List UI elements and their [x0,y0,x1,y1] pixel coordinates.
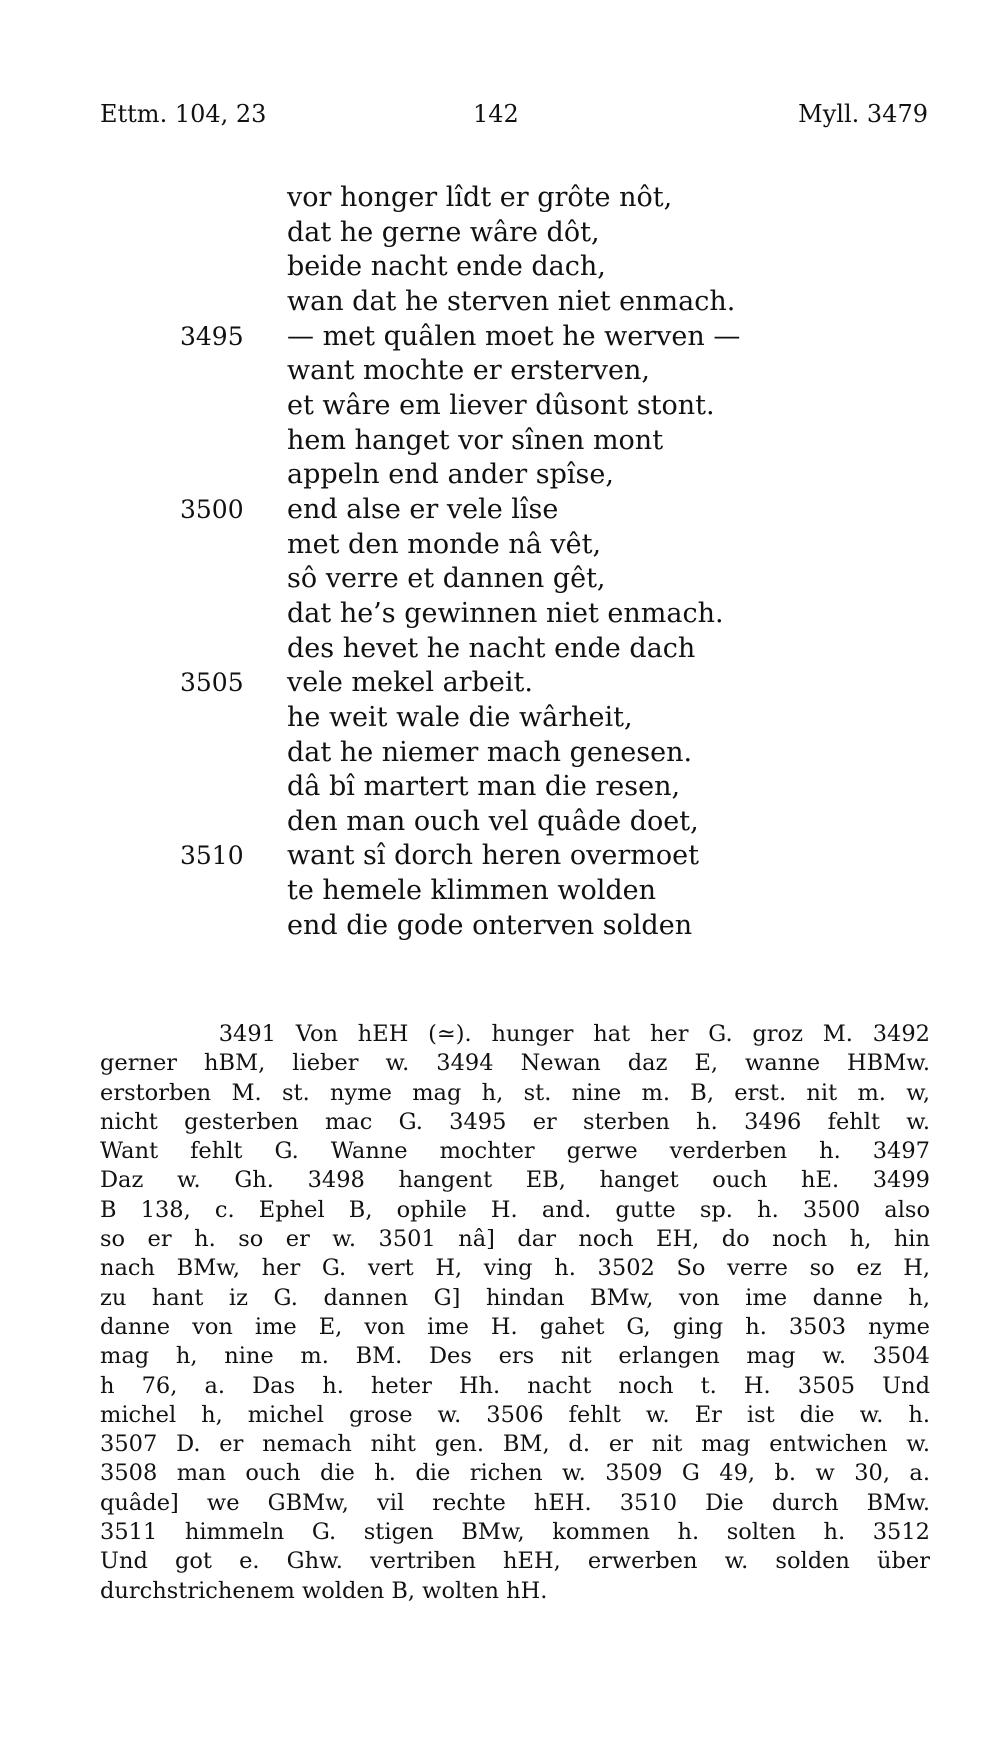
line-text: sô verre et dannen gêt, [287,563,606,595]
verse-line [0,666,1000,701]
verse-line [0,320,1000,355]
verse-line [0,181,1000,216]
page-number: 142 [473,100,519,128]
line-text: dâ bî martert man die resen, [287,771,681,803]
line-text: dat he niemer mach genesen. [287,736,693,768]
verse-line [0,909,1000,944]
apparatus-line: h 76, a. Das h. heter Hh. nacht noch t. H. 3505 Und [100,1372,930,1399]
apparatus-line: danne von ime E, von ime H. gahet G, ging h. 3503 nyme [100,1313,930,1340]
line-number: 3495 [180,321,244,351]
verse-line [0,736,1000,771]
line-text: vor honger lîdt er grôte nôt, [287,182,673,213]
verse-line [0,285,1000,320]
verse-line [0,216,1000,251]
verse-line [0,424,1000,459]
apparatus-line: quâde] we GBMw, vil rechte hEH. 3510 Die durch BMw. [100,1489,930,1516]
verse-line [0,354,1000,389]
line-text: beide nacht ende dach, [287,251,606,283]
verse-line [0,805,1000,840]
apparatus-line: nach BMw, her G. vert H, ving h. 3502 So verre so ez H, [100,1255,930,1282]
line-text: want sî dorch heren overmoet [287,840,699,872]
line-text: dat he gerne wâre dôt, [287,216,600,248]
verse-line [0,562,1000,597]
line-text: — met quâlen moet he werven — [287,320,741,352]
page-header [0,100,1000,140]
verse-line [0,874,1000,909]
line-number: 3510 [180,841,244,871]
line-text: te hemele klimmen wolden [287,875,656,907]
line-text: met den monde nâ vêt, [287,528,602,560]
apparatus-line: 3511 himmeln G. stigen BMw, kommen h. solten h. 3512 [100,1519,930,1546]
verse-line [0,839,1000,874]
verse-line [0,389,1000,424]
line-text: end alse er vele lîse [287,493,559,525]
critical-apparatus [100,1020,930,1606]
verse-line [0,528,1000,563]
verse-line [0,597,1000,632]
line-number: 3505 [180,668,244,698]
apparatus-line: zu hant iz G. dannen G] hindan BMw, von ime danne h, [100,1284,930,1311]
verse-line [0,632,1000,667]
line-number: 3500 [180,494,244,524]
apparatus-line: 3491 Von hEH (≃). hunger hat her G. groz M. 3492 [100,1021,930,1047]
header-right-reference: Myll. 3479 [798,100,928,128]
line-text: den man ouch vel quâde doet, [287,805,699,837]
apparatus-line: mag h, nine m. BM. Des ers nit erlangen mag w. 3504 [100,1343,930,1370]
line-text: he weit wale die wârheit, [287,701,633,733]
header-left-reference: Ettm. 104, 23 [100,100,267,128]
apparatus-line: nicht gesterben mac G. 3495 er sterben h. 3496 fehlt w. [100,1108,930,1135]
apparatus-line: Want fehlt G. Wanne mochter gerwe verderben h. 3497 [100,1138,930,1165]
line-text: des hevet he nacht ende dach [287,632,696,664]
apparatus-line: B 138, c. Ephel B, ophile H. and. gutte sp. h. 3500 also [100,1196,930,1223]
verse-line [0,493,1000,528]
line-text: et wâre em liever dûsont stont. [287,389,715,421]
apparatus-line: Daz w. Gh. 3498 hangent EB, hanget ouch hE. 3499 [100,1167,930,1194]
line-text: dat he’s gewinnen niet enmach. [287,597,724,629]
apparatus-line: michel h, michel grose w. 3506 fehlt w. Er ist die w. h. [100,1401,930,1428]
verse-line [0,458,1000,493]
apparatus-line: so er h. so er w. 3501 nâ] dar noch EH, do noch h, hin [100,1226,930,1253]
apparatus-line: durchstrichenem wolden B, wolten hH. [100,1577,548,1604]
line-text: appeln end ander spîse, [287,459,614,491]
apparatus-line: gerner hBM, lieber w. 3494 Newan daz E, wanne HBMw. [100,1050,930,1077]
verse-text [0,181,1000,943]
apparatus-line: 3507 D. er nemach niht gen. BM, d. er nit mag entwichen w. [100,1431,930,1458]
apparatus-line: 3508 man ouch die h. die richen w. 3509 G 49, b. w 30, a. [100,1460,930,1487]
verse-line [0,250,1000,285]
line-text: want mochte er ersterven, [287,355,650,387]
apparatus-line: erstorben M. st. nyme mag h, st. nine m. B, erst. nit m. w, [100,1079,930,1106]
line-text: wan dat he sterven niet enmach. [287,285,736,317]
apparatus-line: Und got e. Ghw. vertriben hEH, erwerben w. solden über [100,1548,930,1575]
verse-line [0,701,1000,736]
line-text: end die gode onterven solden [287,909,693,941]
verse-line [0,770,1000,805]
line-text: hem hanget vor sînen mont [287,424,664,456]
line-text: vele mekel arbeit. [287,667,533,699]
